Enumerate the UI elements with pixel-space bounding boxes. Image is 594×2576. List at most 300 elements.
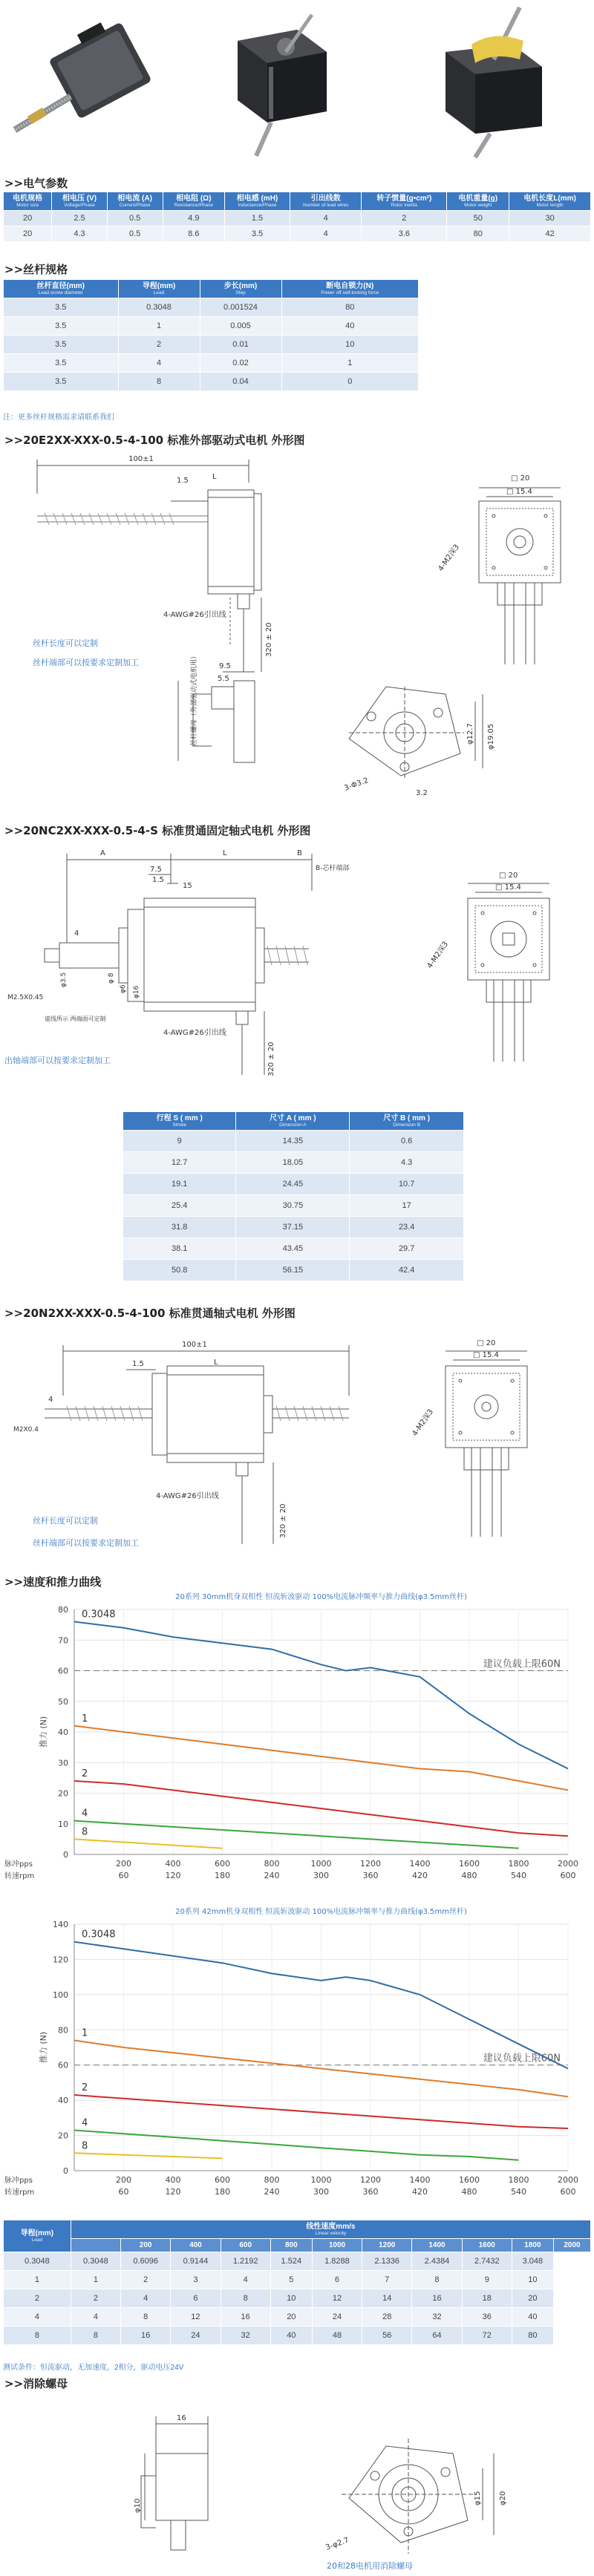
y-tick-label: 140 xyxy=(53,1920,68,1929)
electrical-header-0: 电机规格 Motor size xyxy=(4,192,52,211)
speed-header-pps: 1400 xyxy=(412,2239,462,2252)
m1-wire-label: 4-AWG#26引出线 xyxy=(163,611,226,619)
series-line-4 xyxy=(74,2153,223,2158)
nut-dim-16: 16 xyxy=(177,2414,186,2422)
stroke-row xyxy=(123,1238,464,1260)
motor3-drawing xyxy=(0,1321,594,1566)
m3-dim-L: L xyxy=(214,1359,218,1367)
section-title-nut: >>消除螺母 xyxy=(4,2377,68,2390)
y-tick-label: 120 xyxy=(53,1955,68,1965)
m2-dim-320: 320 ± 20 xyxy=(267,1042,275,1076)
y-axis-label: 推力 (N) xyxy=(39,1716,48,1748)
speed-cell: 80 xyxy=(512,2327,553,2345)
m2-label-flat: 虚线所示 两端面可定制 xyxy=(45,1016,106,1022)
section-title-electrical: >>电气参数 xyxy=(4,177,68,190)
electrical-cell: 50 xyxy=(447,211,509,226)
m2-dim-phi8: φ 8 xyxy=(108,972,115,984)
speed-cell: 40 xyxy=(512,2308,553,2327)
motor-photo-through-fixed xyxy=(238,15,327,156)
stroke-cell: 25.4 xyxy=(123,1195,236,1217)
leadscrew-header-0: 丝杆直径(mm) Lead screw diameter xyxy=(4,280,119,298)
speed-cell: 2 xyxy=(71,2289,120,2308)
speed-cell: 8 xyxy=(412,2271,462,2289)
speed-cell: 1.524 xyxy=(270,2252,312,2271)
m1-note-1: 丝杆长度可以定制 xyxy=(33,639,98,648)
x-tick-label: 1600 xyxy=(459,1859,480,1869)
x-tick-label: 1000 xyxy=(310,1859,332,1869)
threshold-label: 建议负载上限60N xyxy=(483,2053,561,2065)
speed-cell: 5 xyxy=(270,2271,312,2289)
rpm-tick-label: 60 xyxy=(118,1871,129,1880)
rpm-tick-label: 300 xyxy=(313,2187,329,2197)
leadscrew-cell: 3.5 xyxy=(4,298,119,317)
electrical-header-8: 电机长度L(mm) Motor length xyxy=(509,192,591,211)
speed-cell: 18 xyxy=(462,2289,512,2308)
speed-header-pps: 2000 xyxy=(553,2239,590,2252)
y-tick-label: 70 xyxy=(58,1635,68,1646)
leadscrew-cell: 2 xyxy=(118,336,200,354)
stroke-row xyxy=(123,1260,464,1281)
leadscrew-table xyxy=(3,279,419,391)
rpm-tick-label: 600 xyxy=(560,1871,576,1880)
stroke-cell: 38.1 xyxy=(123,1238,236,1260)
speed-cell: 1.2192 xyxy=(221,2252,270,2271)
speed-header-pps: 800 xyxy=(270,2239,312,2252)
speed-header-lead: 导程(mm) Lead xyxy=(4,2220,71,2252)
leadscrew-cell: 80 xyxy=(281,298,419,317)
speed-header-pps: 600 xyxy=(221,2239,270,2252)
leadscrew-row xyxy=(4,336,419,354)
y-tick-label: 20 xyxy=(58,2131,68,2141)
series-label-2: 2 xyxy=(82,2082,88,2094)
electrical-header-2: 相电流 (A) Current/Phase xyxy=(107,192,163,211)
m3-dim-4: 4 xyxy=(48,1396,53,1404)
rpm-tick-label: 120 xyxy=(165,1871,181,1880)
x-tick-label: 1800 xyxy=(508,1859,529,1869)
speed-cell: 0.3048 xyxy=(71,2252,120,2271)
m2-dim-phi35: φ3.5 xyxy=(60,972,68,987)
speed-cell: 20 xyxy=(270,2308,312,2327)
m2-dim-m2-3: 4-M2深3 xyxy=(425,940,451,970)
thrust-chart-42mm xyxy=(0,1902,594,2215)
y-tick-label: 80 xyxy=(58,2025,68,2036)
m2-note: 出轴端部可以按要求定制加工 xyxy=(4,1056,111,1065)
speed-cell: 24 xyxy=(171,2327,221,2345)
rpm-tick-label: 540 xyxy=(511,1871,526,1880)
speed-cell: 6 xyxy=(171,2289,221,2308)
leadscrew-cell: 3.5 xyxy=(4,373,119,391)
m1-dim-32b: 3.2 xyxy=(416,789,428,797)
speed-row xyxy=(4,2327,591,2345)
m2-dim-sq20: □ 20 xyxy=(499,872,518,880)
stroke-cell: 10.7 xyxy=(350,1174,464,1195)
m3-dim-m2: M2X0.4 xyxy=(13,1426,39,1434)
electrical-header-6: 转子惯量(g•cm²) Rotor inertia xyxy=(362,192,447,211)
y-tick-label: 40 xyxy=(58,2096,68,2106)
speed-cell: 56 xyxy=(362,2327,412,2345)
stroke-row xyxy=(123,1131,464,1152)
m2-dim-15b: 15 xyxy=(183,882,192,890)
section-title-motor2: >>20NC2XX-XXX-0.5-4-S 标准贯通固定轴式电机 外形图 xyxy=(4,824,311,837)
speed-cell: 2 xyxy=(121,2271,171,2289)
leadscrew-header-3: 断电自锁力(N) Power off self-locking force xyxy=(281,280,419,298)
electrical-cell: 8.6 xyxy=(163,226,224,242)
electrical-cell: 1.5 xyxy=(225,211,290,226)
stroke-cell: 31.8 xyxy=(123,1217,236,1238)
series-label-4: 8 xyxy=(82,1826,88,1838)
series-label-4: 8 xyxy=(82,2140,88,2152)
speed-cell: 36 xyxy=(462,2308,512,2327)
x-axis-label-pps: 脉冲pps xyxy=(4,2177,33,2185)
speed-cell: 1.8288 xyxy=(312,2252,362,2271)
x-tick-label: 800 xyxy=(264,1859,280,1869)
stroke-cell: 23.4 xyxy=(350,1217,464,1238)
speed-header-pps: 1800 xyxy=(512,2239,553,2252)
speed-cell: 8 xyxy=(4,2327,71,2345)
stroke-header-1: 尺寸 A ( mm ) Dimension A xyxy=(236,1112,350,1131)
leadscrew-cell: 4 xyxy=(118,354,200,373)
speed-cell: 32 xyxy=(221,2327,270,2345)
x-tick-label: 1400 xyxy=(409,2175,431,2185)
electrical-cell: 3.6 xyxy=(362,226,447,242)
electrical-row xyxy=(4,226,591,242)
stroke-row xyxy=(123,1195,464,1217)
rpm-tick-label: 240 xyxy=(264,2187,280,2197)
speed-cell: 16 xyxy=(121,2327,171,2345)
speed-cell: 10 xyxy=(270,2289,312,2308)
speed-cell: 28 xyxy=(362,2308,412,2327)
nut-drawing xyxy=(0,2394,594,2576)
leadscrew-cell: 0 xyxy=(281,373,419,391)
speed-row xyxy=(4,2308,591,2327)
rpm-tick-label: 240 xyxy=(264,1871,280,1880)
leadscrew-cell: 40 xyxy=(281,317,419,336)
speed-header-pps: 1000 xyxy=(312,2239,362,2252)
electrical-cell: 4.3 xyxy=(52,226,107,242)
speed-cell: 24 xyxy=(312,2308,362,2327)
leadscrew-cell: 8 xyxy=(118,373,200,391)
speed-cell: 8 xyxy=(121,2308,171,2327)
speed-header-pps: 200 xyxy=(121,2239,171,2252)
product-photos xyxy=(0,0,594,160)
m2-dim-4: 4 xyxy=(74,929,79,938)
speed-cell: 8 xyxy=(71,2327,120,2345)
m2-dim-A: A xyxy=(100,849,105,857)
nut-dim-15: φ15 xyxy=(474,2491,482,2505)
series-label-1: 1 xyxy=(82,1713,88,1725)
leadscrew-cell: 1 xyxy=(118,317,200,336)
m2-dim-m2: M2.5X0.45 xyxy=(7,994,44,1001)
leadscrew-cell: 3.5 xyxy=(4,317,119,336)
leadscrew-cell: 0.01 xyxy=(200,336,281,354)
chart-title: 20系列 42mm机身双相性 恒流斩波驱动 100%电流脉冲频率与推力曲线(φ3.5mm丝杆) xyxy=(175,1908,467,1916)
speed-row xyxy=(4,2252,591,2271)
leadscrew-row xyxy=(4,373,419,391)
nut-dim-27: 3-φ2.7 xyxy=(324,2536,350,2552)
m3-len-label: 100±1 xyxy=(182,1341,207,1349)
rpm-tick-label: 480 xyxy=(461,1871,477,1880)
x-axis-label-pps: 脉冲pps xyxy=(4,1860,33,1869)
speed-cell: 4 xyxy=(121,2289,171,2308)
speed-cell: 4 xyxy=(221,2271,270,2289)
speed-cell: 3.048 xyxy=(512,2252,553,2271)
rpm-tick-label: 360 xyxy=(362,1871,379,1880)
stroke-header-2: 尺寸 B ( mm ) Dimension B xyxy=(350,1112,464,1131)
speed-header-pps: 1600 xyxy=(462,2239,512,2252)
speed-cell: 0.9144 xyxy=(171,2252,221,2271)
m2-dim-sq154: □ 15.4 xyxy=(495,883,521,892)
speed-cell: 2 xyxy=(4,2289,71,2308)
rpm-tick-label: 300 xyxy=(313,1871,329,1880)
electrical-cell: 42 xyxy=(509,226,591,242)
stroke-row xyxy=(123,1174,464,1195)
motor-photo-external-nut xyxy=(446,7,542,157)
y-tick-label: 60 xyxy=(58,2060,68,2070)
leadscrew-cell: 0.02 xyxy=(200,354,281,373)
stroke-cell: 43.45 xyxy=(236,1238,350,1260)
x-tick-label: 1200 xyxy=(360,1859,381,1869)
series-label-3: 4 xyxy=(82,2117,88,2129)
m2-dim-phi6: φ6 xyxy=(120,984,127,993)
x-tick-label: 1800 xyxy=(508,2175,529,2185)
speed-cell: 9 xyxy=(462,2271,512,2289)
electrical-header-4: 相电感 (mH) Inductance/Phase xyxy=(225,192,290,211)
stroke-cell: 14.35 xyxy=(236,1131,350,1152)
speed-cell: 32 xyxy=(412,2308,462,2327)
stroke-cell: 42.4 xyxy=(350,1260,464,1281)
electrical-header-7: 电机重量(g) Motor weight xyxy=(447,192,509,211)
rpm-tick-label: 480 xyxy=(461,2187,477,2197)
leadscrew-cell: 3.5 xyxy=(4,354,119,373)
stroke-row xyxy=(123,1152,464,1174)
threshold-label: 建议负载上限60N xyxy=(483,1658,561,1670)
stroke-header-0: 行程 S ( mm ) Stroke xyxy=(123,1112,236,1131)
stroke-cell: 18.05 xyxy=(236,1152,350,1174)
x-tick-label: 600 xyxy=(215,1859,230,1869)
series-line-4 xyxy=(74,1839,223,1848)
speed-header-pps: 1200 xyxy=(362,2239,412,2252)
stroke-row xyxy=(123,1217,464,1238)
rpm-tick-label: 420 xyxy=(412,2187,428,2197)
speed-cell: 3 xyxy=(171,2271,221,2289)
stroke-cell: 56.15 xyxy=(236,1260,350,1281)
nut-caption: 20和28电机用消除螺母 xyxy=(327,2561,413,2571)
speed-row xyxy=(4,2271,591,2289)
speed-cell: 2.7432 xyxy=(462,2252,512,2271)
m1-dim-55: 5.5 xyxy=(218,675,229,683)
x-tick-label: 2000 xyxy=(558,1859,578,1869)
speed-cell: 0.3048 xyxy=(4,2252,71,2271)
nut-dim-20: φ20 xyxy=(499,2491,507,2505)
m1-nut-label: 丝杆螺母（外部驱动式电机用） xyxy=(191,652,198,746)
electrical-cell: 0.5 xyxy=(107,211,163,226)
speed-cell: 72 xyxy=(462,2327,512,2345)
y-tick-label: 20 xyxy=(58,1788,68,1799)
linear-speed-table xyxy=(3,2220,591,2345)
m2-label-top: B-芯杆端部 xyxy=(316,865,350,872)
series-label-0: 0.3048 xyxy=(82,1929,116,1941)
x-tick-label: 1200 xyxy=(360,2175,381,2185)
electrical-cell: 2 xyxy=(362,211,447,226)
leadscrew-cell: 1 xyxy=(281,354,419,373)
leadscrew-cell: 0.04 xyxy=(200,373,281,391)
m1-dim-m2: 4-M2深3 xyxy=(437,543,462,573)
y-tick-label: 60 xyxy=(58,1666,68,1676)
electrical-cell: 4 xyxy=(290,226,361,242)
y-tick-label: 80 xyxy=(58,1605,68,1615)
m3-dim-320: 320 ± 20 xyxy=(279,1503,287,1538)
rpm-tick-label: 180 xyxy=(215,2187,230,2197)
speed-cell: 12 xyxy=(312,2289,362,2308)
section-title-speed: >>速度和推力曲线 xyxy=(4,1575,102,1589)
x-axis-label-rpm: 转速rpm xyxy=(4,2188,35,2197)
m1-dim-32: 3-Φ3.2 xyxy=(343,776,370,793)
m1-dim-95: 9.5 xyxy=(219,662,231,670)
m1-dim-19: φ19.05 xyxy=(487,723,495,750)
m2-dim-B: B xyxy=(297,849,302,857)
y-tick-label: 50 xyxy=(58,1696,68,1707)
nut-dim-10: φ10 xyxy=(134,2498,142,2513)
electrical-cell: 2.5 xyxy=(52,211,107,226)
motor-photo-external xyxy=(15,22,152,130)
m1-dim-127: φ12.7 xyxy=(466,723,474,745)
speed-cell: 4 xyxy=(4,2308,71,2327)
motor1-drawing xyxy=(0,449,594,805)
stroke-cell: 12.7 xyxy=(123,1152,236,1174)
motor2-drawing xyxy=(0,839,594,1091)
m1-dim-sq154: □ 15.4 xyxy=(506,488,532,496)
electrical-row xyxy=(4,211,591,226)
x-tick-label: 200 xyxy=(116,1859,131,1869)
leadscrew-row xyxy=(4,298,419,317)
leadscrew-cell: 0.3048 xyxy=(118,298,200,317)
speed-header-pps xyxy=(71,2239,120,2252)
stroke-cell: 50.8 xyxy=(123,1260,236,1281)
m3-dim-sq154: □ 15.4 xyxy=(473,1351,499,1359)
section-title-motor1: >>20E2XX-XXX-0.5-4-100 标准外部驱动式电机 外形图 xyxy=(4,434,305,447)
x-tick-label: 200 xyxy=(116,2175,131,2185)
speed-cell: 16 xyxy=(221,2308,270,2327)
leadscrew-header-1: 导程(mm) Lead xyxy=(118,280,200,298)
electrical-table xyxy=(3,192,591,242)
m3-dim-m2-3: 4-M2深3 xyxy=(411,1408,436,1438)
leadscrew-cell: 0.001524 xyxy=(200,298,281,317)
electrical-header-5: 引出线数 Number of lead wires xyxy=(290,192,361,211)
m1-dim-320: 320 ± 20 xyxy=(265,622,273,657)
series-label-0: 0.3048 xyxy=(82,1609,116,1621)
leadscrew-row xyxy=(4,354,419,373)
leadscrew-cell: 10 xyxy=(281,336,419,354)
x-tick-label: 1400 xyxy=(409,1859,431,1869)
m2-dim-15: 1.5 xyxy=(152,876,164,884)
m2-dim-phi16: φ16 xyxy=(133,985,140,998)
m1-len-label: 100±1 xyxy=(128,455,154,463)
electrical-cell: 4.9 xyxy=(163,211,224,226)
stroke-cell: 19.1 xyxy=(123,1174,236,1195)
m1-dim-15: 1.5 xyxy=(177,477,189,485)
electrical-cell: 20 xyxy=(4,211,52,226)
leadscrew-cell: 3.5 xyxy=(4,336,119,354)
m2-dim-75: 7.5 xyxy=(150,866,162,874)
rpm-tick-label: 180 xyxy=(215,1871,230,1880)
section-title-motor3: >>20N2XX-XXX-0.5-4-100 标准贯通轴式电机 外形图 xyxy=(4,1307,296,1320)
speed-cell: 4 xyxy=(71,2308,120,2327)
leadscrew-cell: 0.005 xyxy=(200,317,281,336)
x-tick-label: 800 xyxy=(264,2175,280,2185)
m1-note-2: 丝杆端部可以按要求定制加工 xyxy=(33,658,139,667)
leadscrew-note: 注：更多丝杆规格需求请联系我们 xyxy=(3,413,114,422)
speed-cell: 14 xyxy=(362,2289,412,2308)
speed-cell: 20 xyxy=(512,2289,553,2308)
speed-cell: 1 xyxy=(4,2271,71,2289)
stroke-cell: 9 xyxy=(123,1131,236,1152)
x-tick-label: 400 xyxy=(165,1859,181,1869)
x-tick-label: 400 xyxy=(165,2175,181,2185)
rpm-tick-label: 120 xyxy=(165,2187,181,2197)
speed-header-velocity: 线性速度mm/s Linear velocity xyxy=(71,2220,590,2239)
stroke-cell: 0.6 xyxy=(350,1131,464,1152)
leadscrew-header-2: 步长(mm) Step xyxy=(200,280,281,298)
electrical-header-1: 相电压 (V) Voltage/Phase xyxy=(52,192,107,211)
speed-table-note: 测试条件：恒流驱动，无加速度，2相分，驱动电压24V xyxy=(3,2364,184,2372)
y-tick-label: 100 xyxy=(53,1990,68,2000)
series-label-1: 1 xyxy=(82,2027,88,2039)
m3-note-2: 丝杆端部可以按要求定制加工 xyxy=(33,1539,139,1548)
stroke-cell: 24.45 xyxy=(236,1174,350,1195)
chart-title: 20系列 30mm机身双相性 恒流斩波驱动 100%电流脉冲频率与推力曲线(φ3.5mm丝杆) xyxy=(175,1593,467,1601)
speed-cell: 12 xyxy=(171,2308,221,2327)
electrical-cell: 20 xyxy=(4,226,52,242)
speed-header-pps: 400 xyxy=(171,2239,221,2252)
speed-cell: 6 xyxy=(312,2271,362,2289)
stroke-cell: 17 xyxy=(350,1195,464,1217)
speed-cell: 8 xyxy=(221,2289,270,2308)
leadscrew-row xyxy=(4,317,419,336)
y-tick-label: 10 xyxy=(58,1819,68,1829)
x-tick-label: 1000 xyxy=(310,2175,332,2185)
y-axis-label: 推力 (N) xyxy=(39,2031,48,2064)
speed-cell: 64 xyxy=(412,2327,462,2345)
x-tick-label: 2000 xyxy=(558,2175,578,2185)
rpm-tick-label: 360 xyxy=(362,2187,379,2197)
series-label-2: 2 xyxy=(82,1768,88,1779)
y-tick-label: 40 xyxy=(58,1727,68,1737)
electrical-cell: 80 xyxy=(447,226,509,242)
x-axis-label-rpm: 转速rpm xyxy=(4,1872,35,1880)
speed-cell: 10 xyxy=(512,2271,553,2289)
section-title-leadscrew: >>丝杆规格 xyxy=(4,263,68,276)
stroke-table xyxy=(123,1111,464,1281)
speed-cell: 48 xyxy=(312,2327,362,2345)
m2-dim-L: L xyxy=(223,849,227,857)
rpm-tick-label: 60 xyxy=(118,2187,129,2197)
rpm-tick-label: 540 xyxy=(511,2187,526,2197)
thrust-chart-30mm xyxy=(0,1587,594,1899)
m1-dim-L: L xyxy=(212,473,217,481)
x-tick-label: 600 xyxy=(215,2175,230,2185)
m3-wire-label: 4-AWG#26引出线 xyxy=(156,1492,219,1500)
m2-wire-label: 4-AWG#26引出线 xyxy=(163,1029,226,1037)
electrical-cell: 0.5 xyxy=(107,226,163,242)
speed-cell: 1 xyxy=(71,2271,120,2289)
speed-cell: 7 xyxy=(362,2271,412,2289)
x-tick-label: 1600 xyxy=(459,2175,480,2185)
rpm-tick-label: 420 xyxy=(412,1871,428,1880)
speed-cell: 40 xyxy=(270,2327,312,2345)
stroke-cell: 4.3 xyxy=(350,1152,464,1174)
m3-note-1: 丝杆长度可以定制 xyxy=(33,1517,98,1526)
stroke-cell: 29.7 xyxy=(350,1238,464,1260)
